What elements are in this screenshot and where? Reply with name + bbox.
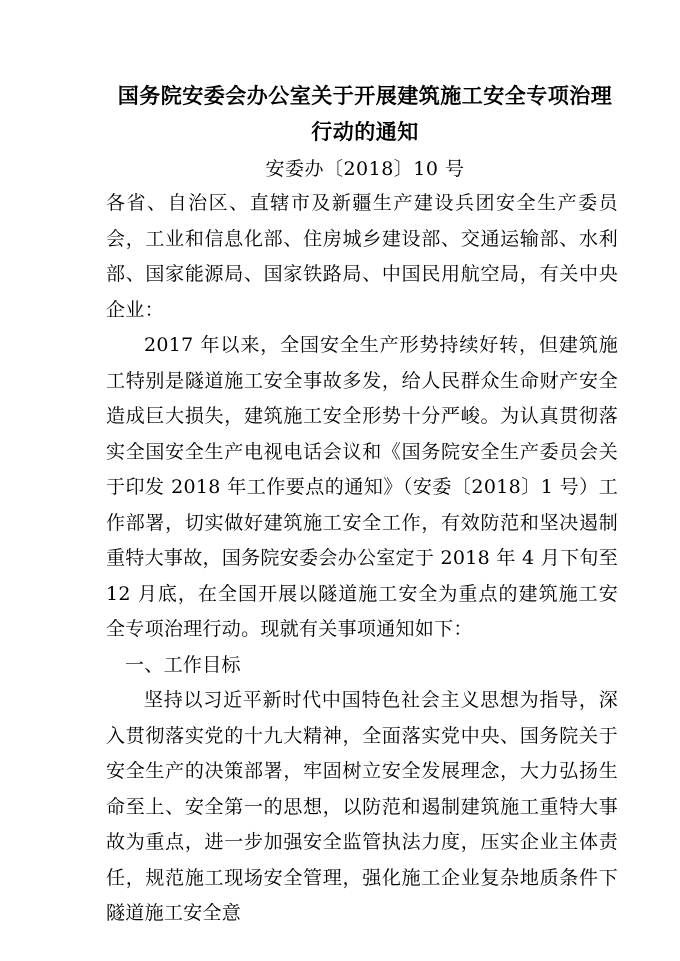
title-line-1: 国务院安委会办公室关于开展建筑施工安全专项治理 — [117, 84, 613, 108]
document-title — [74, 78, 656, 150]
document-number: 安委办〔2018〕10 号 — [265, 158, 465, 180]
intro-paragraph: 2017 年以来，全国安全生产形势持续好转，但建筑施工特别是隧道施工安全事故多发，给人民群众生命财产安全造成巨大损失，建筑施工安全形势十分严峻。为认真贯彻落实全国安全生产电视电话会议和《国务院安全生产委员会关于印发 2018 年工作要点的通知》（安委〔2018〕1 号）工作部署，切实做好建筑施工安全工作，有效防范和坚决遏制重特大事故，国务院安委会办公室定于 2018 年 4 月下旬至 12 月底，在全国开展以隧道施工安全为重点的建筑施工安全专项治理行动。现就有关事项通知如下： — [106, 334, 618, 640]
section-heading-work-goals: 一、工作目标 — [125, 653, 241, 676]
section-paragraph-work-goals: 坚持以习近平新时代中国特色社会主义思想为指导，深入贯彻落实党的十九大精神，全面落实党中央、国务院关于安全生产的决策部署，牢固树立安全发展理念，大力弘扬生命至上、安全第一的思想，以防范和遏制建筑施工重特大事故为重点，进一步加强安全监管执法力度，压实企业主体责任，规范施工现场安全管理，强化施工企业复杂地质条件下隧道施工安全意 — [106, 689, 618, 924]
addressee-paragraph: 各省、自治区、直辖市及新疆生产建设兵团安全生产委员会，工业和信息化部、住房城乡建设部、交通运输部、水利部、国家能源局、国家铁路局、中国民用航空局，有关中央企业： — [106, 192, 618, 321]
title-line-2: 行动的通知 — [311, 120, 419, 144]
